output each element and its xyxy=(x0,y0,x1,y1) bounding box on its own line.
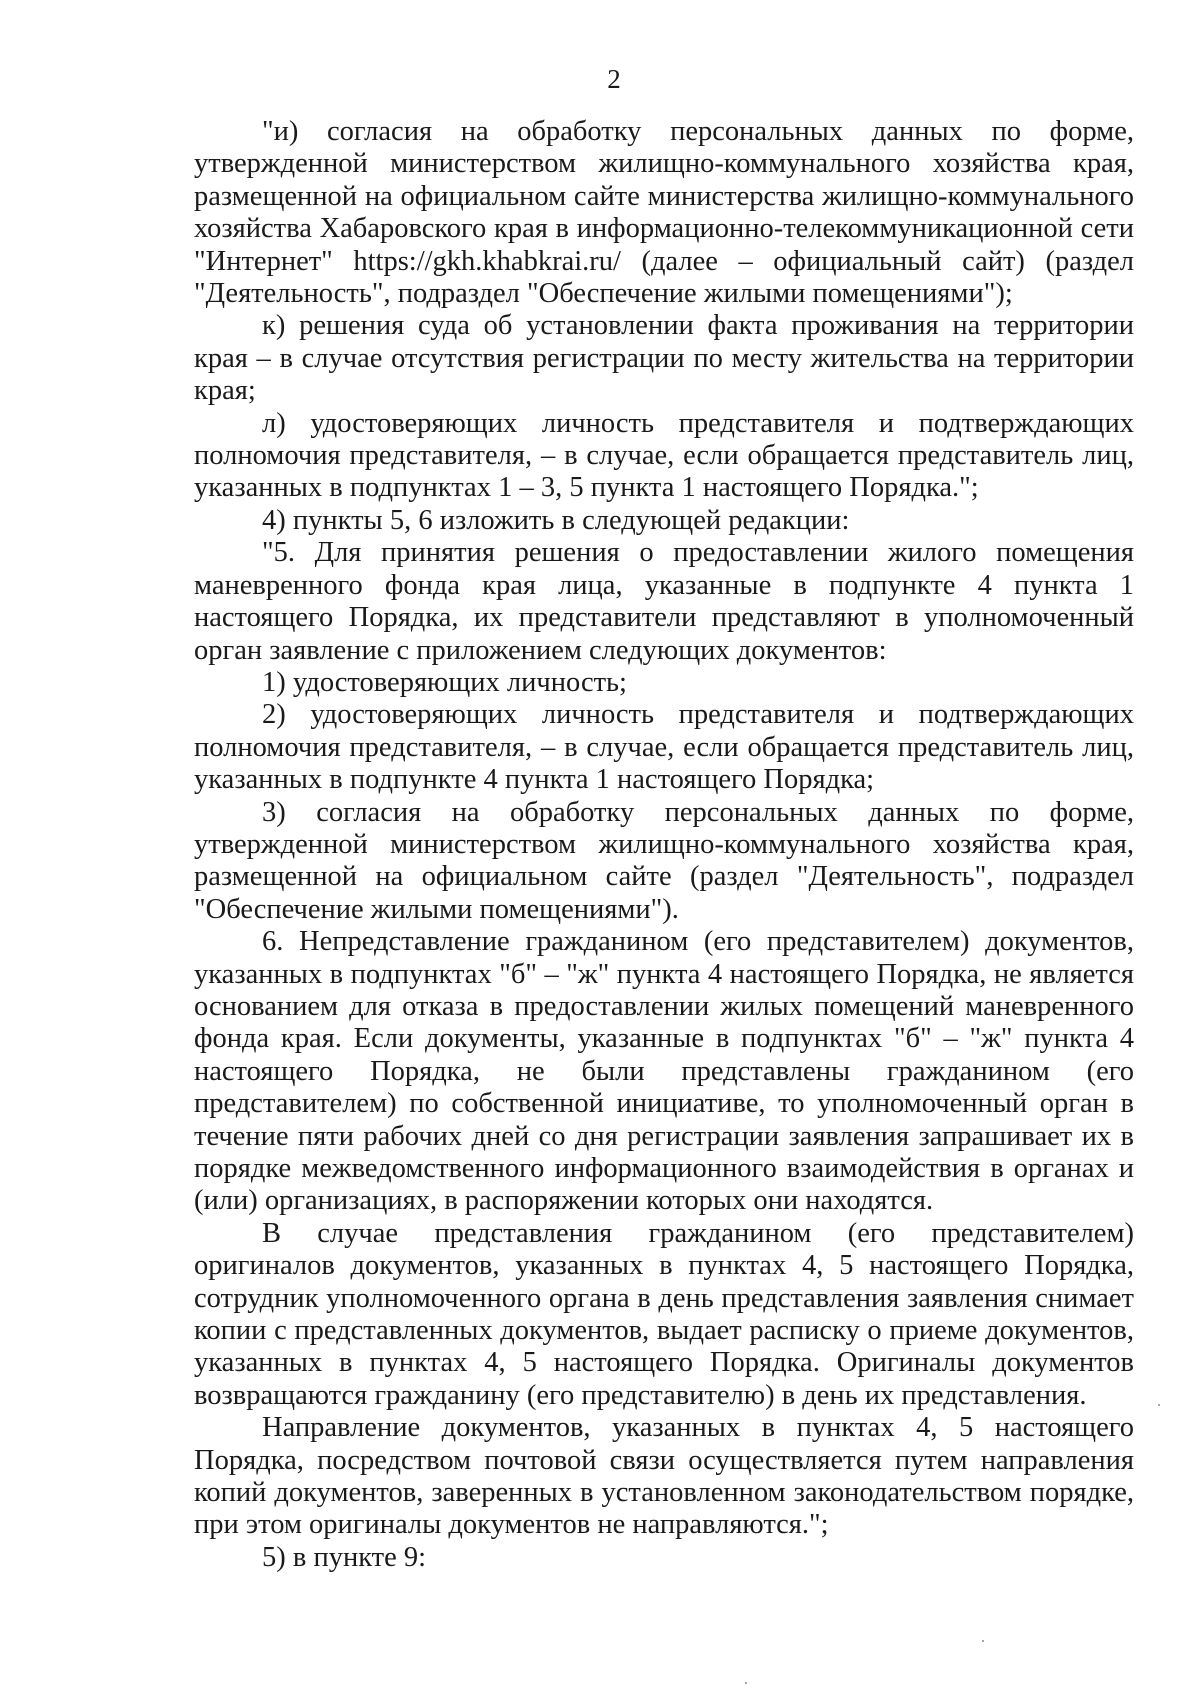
paragraph-point-5: 5) в пункте 9: xyxy=(262,1541,427,1573)
paragraph-item-i: "и) согласия на обработку персональных данных по форме, утвержденной министерством жилищно-коммунального хозяйства края, размещенной на официальном сайте министерства жилищно-коммунального хозяйства Хабаровского края в информационно-телекоммуникационной сети "Интернет" https://gkh.khabkrai.ru/ (далее – официальный сайт) (раздел "Деятельность", подраздел "Обеспечение жилыми помещениями"); xyxy=(194,116,1134,310)
paragraph-point-4: 4) пункты 5, 6 изложить в следующей редакции: xyxy=(262,504,850,536)
paragraph-subitem-3: 3) согласия на обработку персональных данных по форме, утвержденной министерством жилищно-коммунального хозяйства края, размещенной на официальном сайте (раздел "Деятельность", подраздел "Обеспечение жилыми помещениями"). xyxy=(194,796,1134,925)
paragraph-subitem-1: 1) удостоверяющих личность; xyxy=(262,666,627,698)
document-body xyxy=(194,116,1134,1574)
paragraph-mail: Направление документов, указанных в пунктах 4, 5 настоящего Порядка, посредством почтовой связи осуществляется путем направления копий документов, заверенных в установленном законодательством порядке, при этом оригиналы документов не направляются."; xyxy=(194,1412,1134,1541)
paragraph-clause-5: "5. Для принятия решения о предоставлении жилого помещения маневренного фонда края лица, указанные в подпункте 4 пункта 1 настоящего Порядка, их представители представляют в уполномоченный орган заявление с приложением следующих документов: xyxy=(194,537,1134,666)
paragraph-subitem-2: 2) удостоверяющих личность представителя и подтверждающих полномочия представителя, – в случае, если обращается представитель лиц, указанных в подпункте 4 пункта 1 настоящего Порядка; xyxy=(194,699,1134,796)
page-number: 2 xyxy=(607,64,621,94)
scan-speck xyxy=(982,1640,984,1642)
scan-speck xyxy=(745,1682,747,1684)
paragraph-clause-6: 6. Непредставление гражданином (его представителем) документов, указанных в подпунктах "б" – "ж" пункта 4 настоящего Порядка, не является основанием для отказа в предоставлении жилых помещений маневренного фонда края. Если документы, указанные в подпунктах "б" – "ж" пункта 4 настоящего Порядка, не были представлены гражданином (его представителем) по собственной инициативе, то уполномоченный орган в течение пяти рабочих дней со дня регистрации заявления запрашивает их в порядке межведомственного информационного взаимодействия в органах и (или) организациях, в распоряжении которых они находятся. xyxy=(194,926,1134,1217)
paragraph-originals: В случае представления гражданином (его представителем) оригиналов документов, указанных в пунктах 4, 5 настоящего Порядка, сотрудник уполномоченного органа в день представления заявления снимает копии с представленных документов, выдает расписку о приеме документов, указанных в пунктах 4, 5 настоящего Порядка. Оригиналы документов возвращаются гражданину (его представителю) в день их представления. xyxy=(194,1217,1134,1411)
paragraph-item-k: к) решения суда об установлении факта проживания на территории края – в случае отсутствия регистрации по месту жительства на территории края; xyxy=(194,310,1134,407)
scan-speck xyxy=(1158,1404,1160,1406)
paragraph-item-l: л) удостоверяющих личность представителя и подтверждающих полномочия представителя, – в случае, если обращается представитель лиц, указанных в подпунктах 1 – 3, 5 пункта 1 настоящего Порядка."; xyxy=(194,407,1134,504)
